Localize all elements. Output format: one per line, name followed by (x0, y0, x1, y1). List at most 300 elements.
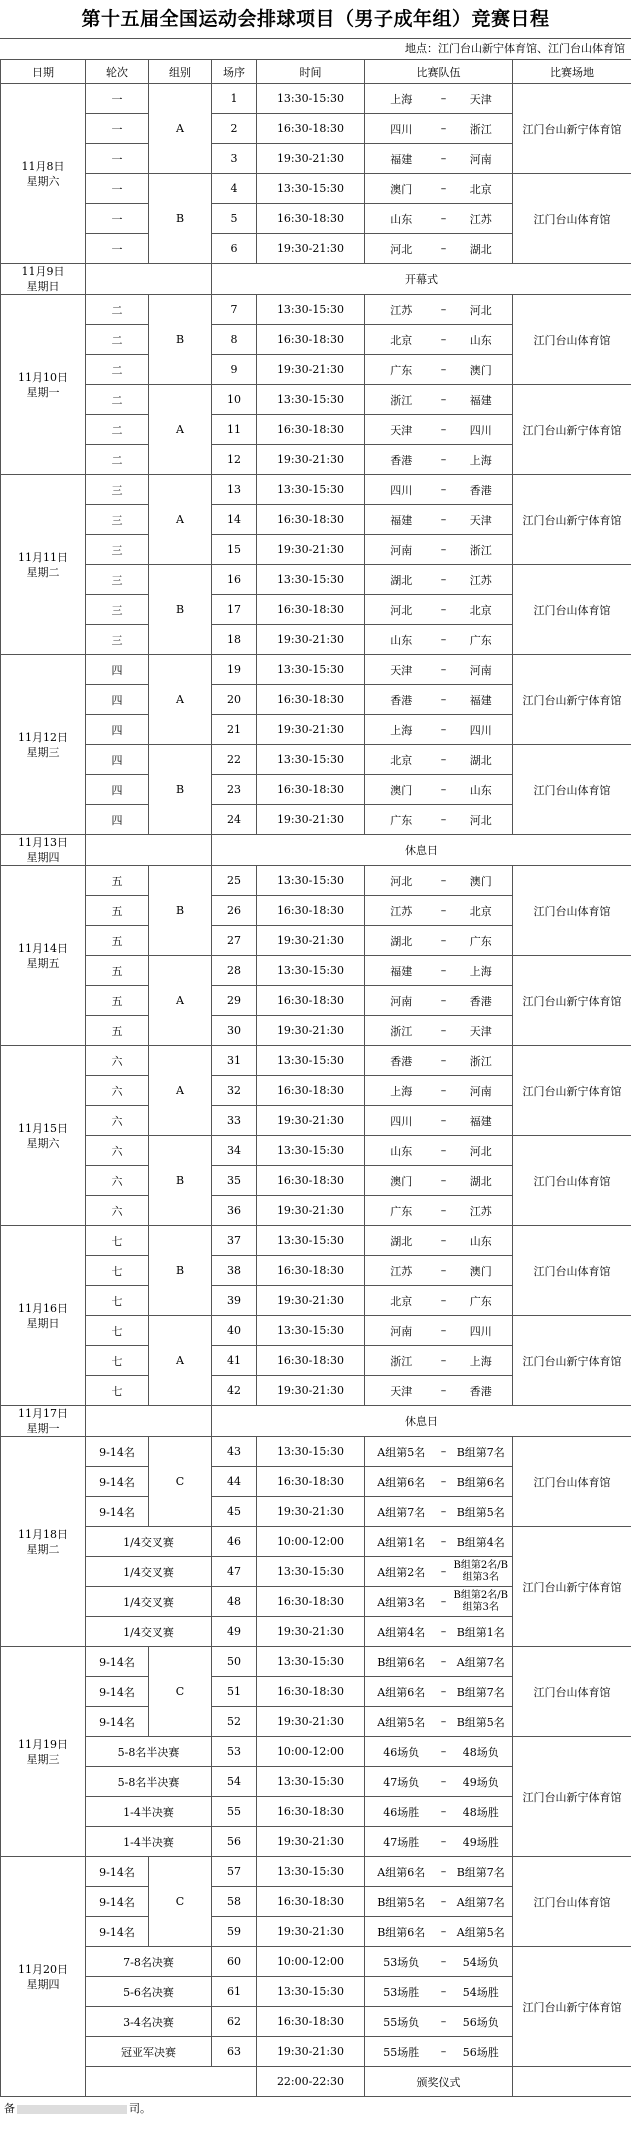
team-1: 福建 (365, 144, 438, 174)
date-label: 11月10日 (18, 370, 68, 384)
team-1: 湖北 (365, 1226, 438, 1256)
team-2: 48场胜 (450, 1797, 513, 1827)
team-2: B组第7名 (450, 1857, 513, 1887)
match-time: 16:30-18:30 (257, 415, 365, 445)
match-number: 58 (212, 1887, 257, 1917)
versus-dash: – (438, 1707, 450, 1737)
team-2: 山东 (450, 775, 513, 805)
round-cell: 1/4交叉赛 (86, 1587, 212, 1617)
team-2: A组第5名 (450, 1917, 513, 1947)
group-cell: A (149, 1046, 212, 1136)
round-cell: 三 (86, 565, 149, 595)
team-2: 山东 (450, 325, 513, 355)
team-2: 山东 (450, 1226, 513, 1256)
team-1: 福建 (365, 956, 438, 986)
group-cell: B (149, 565, 212, 655)
match-number: 46 (212, 1527, 257, 1557)
team-2: 湖北 (450, 234, 513, 264)
match-number: 4 (212, 174, 257, 204)
date-label: 11月17日 (18, 1407, 68, 1420)
venue-cell: 江门台山体育馆 (513, 565, 631, 655)
round-cell: 三 (86, 505, 149, 535)
empty-cell (86, 264, 212, 295)
round-cell: 9-14名 (86, 1707, 149, 1737)
weekday-label: 星期一 (26, 385, 60, 399)
weekday-label: 星期日 (26, 1316, 60, 1330)
versus-dash: – (438, 1617, 450, 1647)
venue-cell: 江门台山体育馆 (513, 1647, 631, 1737)
versus-dash: – (438, 625, 450, 655)
versus-dash: – (438, 415, 450, 445)
venue-cell: 江门台山新宁体育馆 (513, 1046, 631, 1136)
footer-redaction (17, 2105, 127, 2114)
date-cell (1, 1857, 86, 2097)
versus-dash: – (438, 204, 450, 234)
round-cell: 一 (86, 234, 149, 264)
match-number: 49 (212, 1617, 257, 1647)
versus-dash: – (438, 866, 450, 896)
team-1: 香港 (365, 685, 438, 715)
team-2: 福建 (450, 685, 513, 715)
header-teams: 比赛队伍 (365, 60, 513, 84)
match-time: 16:30-18:30 (257, 685, 365, 715)
header-row (1, 60, 631, 84)
group-cell: B (149, 174, 212, 264)
match-number: 20 (212, 685, 257, 715)
venue-cell: 江门台山体育馆 (513, 174, 631, 264)
venue-cell: 江门台山体育馆 (513, 745, 631, 835)
match-number: 6 (212, 234, 257, 264)
team-2: 河北 (450, 805, 513, 835)
team-1: 香港 (365, 1046, 438, 1076)
match-row (1, 174, 631, 204)
versus-dash: – (438, 144, 450, 174)
match-time: 19:30-21:30 (257, 1917, 365, 1947)
venue-cell: 江门台山新宁体育馆 (513, 84, 631, 174)
team-1: 河北 (365, 866, 438, 896)
match-row (1, 1316, 631, 1346)
match-number: 16 (212, 565, 257, 595)
team-2: 广东 (450, 1286, 513, 1316)
versus-dash: – (438, 1286, 450, 1316)
match-number: 25 (212, 866, 257, 896)
team-1: A组第3名 (365, 1587, 438, 1617)
date-label: 11月14日 (18, 941, 68, 955)
match-time: 19:30-21:30 (257, 926, 365, 956)
match-time: 16:30-18:30 (257, 595, 365, 625)
versus-dash: – (438, 1857, 450, 1887)
versus-dash: – (438, 1106, 450, 1136)
header-group: 组别 (149, 60, 212, 84)
venue-cell: 江门台山体育馆 (513, 1437, 631, 1527)
match-row (1, 745, 631, 775)
team-2: 浙江 (450, 535, 513, 565)
team-1: 江苏 (365, 295, 438, 325)
versus-dash: – (438, 1797, 450, 1827)
match-number: 17 (212, 595, 257, 625)
match-time: 16:30-18:30 (257, 986, 365, 1016)
team-1: 55场胜 (365, 2037, 438, 2067)
team-1: 河南 (365, 535, 438, 565)
team-1: 47场胜 (365, 1827, 438, 1857)
round-cell: 一 (86, 144, 149, 174)
team-1: 江苏 (365, 896, 438, 926)
team-2: 福建 (450, 1106, 513, 1136)
round-cell: 四 (86, 655, 149, 685)
match-time: 13:30-15:30 (257, 866, 365, 896)
round-cell: 四 (86, 805, 149, 835)
versus-dash: – (438, 1947, 450, 1977)
match-time: 19:30-21:30 (257, 535, 365, 565)
team-1: 河南 (365, 986, 438, 1016)
match-time: 13:30-15:30 (257, 385, 365, 415)
date-label: 11月13日 (18, 836, 68, 849)
date-cell (1, 1226, 86, 1406)
team-1: A组第2名 (365, 1557, 438, 1587)
match-number: 7 (212, 295, 257, 325)
versus-dash: – (438, 1557, 450, 1587)
versus-dash: – (438, 565, 450, 595)
match-time: 13:30-15:30 (257, 1767, 365, 1797)
team-2: B组第7名 (450, 1677, 513, 1707)
venue-cell: 江门台山新宁体育馆 (513, 1737, 631, 1857)
round-cell: 一 (86, 174, 149, 204)
date-label: 11月9日 (21, 265, 65, 278)
match-time: 13:30-15:30 (257, 1557, 365, 1587)
round-cell: 三 (86, 625, 149, 655)
match-time: 19:30-21:30 (257, 1707, 365, 1737)
team-1: 53场负 (365, 1947, 438, 1977)
team-1: 上海 (365, 715, 438, 745)
versus-dash: – (438, 1737, 450, 1767)
date-label: 11月19日 (18, 1737, 68, 1751)
team-1: 天津 (365, 1376, 438, 1406)
match-time: 13:30-15:30 (257, 174, 365, 204)
versus-dash: – (438, 1467, 450, 1497)
match-time: 16:30-18:30 (257, 1677, 365, 1707)
team-1: 北京 (365, 325, 438, 355)
match-number: 51 (212, 1677, 257, 1707)
team-2: 广东 (450, 926, 513, 956)
group-cell: C (149, 1437, 212, 1527)
match-time: 13:30-15:30 (257, 475, 365, 505)
versus-dash: – (438, 234, 450, 264)
match-number: 9 (212, 355, 257, 385)
round-cell: 五 (86, 926, 149, 956)
venue-cell: 江门台山体育馆 (513, 295, 631, 385)
group-cell: A (149, 385, 212, 475)
round-cell: 五 (86, 986, 149, 1016)
weekday-label: 星期四 (26, 851, 60, 864)
group-cell: B (149, 295, 212, 385)
group-cell: A (149, 475, 212, 565)
team-2: B组第2名/B组第3名 (450, 1587, 513, 1617)
team-1: 浙江 (365, 1016, 438, 1046)
match-time: 19:30-21:30 (257, 1827, 365, 1857)
match-number: 28 (212, 956, 257, 986)
team-2: 浙江 (450, 114, 513, 144)
match-time: 13:30-15:30 (257, 1046, 365, 1076)
match-number: 36 (212, 1196, 257, 1226)
date-cell (1, 866, 86, 1046)
round-cell: 9-14名 (86, 1677, 149, 1707)
round-cell: 冠亚军决赛 (86, 2037, 212, 2067)
match-number: 1 (212, 84, 257, 114)
weekday-label: 星期五 (26, 956, 60, 970)
team-1: A组第1名 (365, 1527, 438, 1557)
team-1: A组第4名 (365, 1617, 438, 1647)
day-note-row (1, 264, 631, 295)
match-time: 13:30-15:30 (257, 295, 365, 325)
versus-dash: – (438, 715, 450, 745)
team-1: 53场胜 (365, 1977, 438, 2007)
venue-cell: 江门台山体育馆 (513, 1136, 631, 1226)
versus-dash: – (438, 325, 450, 355)
round-cell: 一 (86, 114, 149, 144)
match-number: 14 (212, 505, 257, 535)
versus-dash: – (438, 535, 450, 565)
round-cell: 六 (86, 1046, 149, 1076)
match-number: 24 (212, 805, 257, 835)
round-cell: 六 (86, 1136, 149, 1166)
weekday-label: 星期二 (26, 565, 60, 579)
team-1: 四川 (365, 114, 438, 144)
round-cell: 5-6名决赛 (86, 1977, 212, 2007)
match-row (1, 565, 631, 595)
weekday-label: 星期二 (26, 1542, 60, 1556)
team-1: 河南 (365, 1316, 438, 1346)
venue-cell: 江门台山新宁体育馆 (513, 956, 631, 1046)
round-cell: 二 (86, 445, 149, 475)
match-number: 35 (212, 1166, 257, 1196)
match-time: 13:30-15:30 (257, 565, 365, 595)
team-2: 北京 (450, 595, 513, 625)
match-number: 11 (212, 415, 257, 445)
match-time: 19:30-21:30 (257, 715, 365, 745)
venue-cell: 江门台山新宁体育馆 (513, 1316, 631, 1406)
match-time: 13:30-15:30 (257, 956, 365, 986)
match-number: 19 (212, 655, 257, 685)
round-cell: 二 (86, 355, 149, 385)
versus-dash: – (438, 926, 450, 956)
match-time: 19:30-21:30 (257, 445, 365, 475)
versus-dash: – (438, 1046, 450, 1076)
versus-dash: – (438, 1346, 450, 1376)
team-2: 天津 (450, 84, 513, 114)
round-cell: 四 (86, 715, 149, 745)
match-number: 57 (212, 1857, 257, 1887)
empty-cell (513, 2067, 631, 2097)
date-cell (1, 475, 86, 655)
versus-dash: – (438, 1166, 450, 1196)
team-2: B组第5名 (450, 1707, 513, 1737)
team-2: 四川 (450, 715, 513, 745)
match-time: 10:00-12:00 (257, 1527, 365, 1557)
match-number: 5 (212, 204, 257, 234)
round-cell: 三 (86, 595, 149, 625)
match-number: 42 (212, 1376, 257, 1406)
group-cell: B (149, 1226, 212, 1316)
round-cell: 五 (86, 956, 149, 986)
ceremony-label: 颁奖仪式 (365, 2067, 513, 2097)
round-cell: 七 (86, 1346, 149, 1376)
versus-dash: – (438, 355, 450, 385)
versus-dash: – (438, 1076, 450, 1106)
team-2: B组第2名/B组第3名 (450, 1557, 513, 1587)
team-2: 天津 (450, 1016, 513, 1046)
round-cell: 5-8名半决赛 (86, 1767, 212, 1797)
empty-cell (86, 2067, 257, 2097)
round-cell: 9-14名 (86, 1437, 149, 1467)
match-time: 13:30-15:30 (257, 1647, 365, 1677)
team-2: 49场负 (450, 1767, 513, 1797)
team-1: 湖北 (365, 926, 438, 956)
round-cell: 六 (86, 1076, 149, 1106)
match-number: 56 (212, 1827, 257, 1857)
match-number: 60 (212, 1947, 257, 1977)
team-2: 香港 (450, 986, 513, 1016)
round-cell: 1/4交叉赛 (86, 1557, 212, 1587)
match-number: 8 (212, 325, 257, 355)
team-1: 四川 (365, 1106, 438, 1136)
round-cell: 7-8名决赛 (86, 1947, 212, 1977)
team-2: 广东 (450, 625, 513, 655)
match-time: 19:30-21:30 (257, 1497, 365, 1527)
match-row (1, 1947, 631, 1977)
match-time: 16:30-18:30 (257, 1467, 365, 1497)
team-2: 江苏 (450, 1196, 513, 1226)
team-2: 澳门 (450, 1256, 513, 1286)
round-cell: 六 (86, 1106, 149, 1136)
match-time: 16:30-18:30 (257, 1797, 365, 1827)
group-cell: A (149, 84, 212, 174)
team-1: 北京 (365, 745, 438, 775)
team-1: A组第5名 (365, 1437, 438, 1467)
match-row (1, 1046, 631, 1076)
versus-dash: – (438, 1256, 450, 1286)
venue-cell: 江门台山新宁体育馆 (513, 385, 631, 475)
team-2: 54场负 (450, 1947, 513, 1977)
group-cell: A (149, 956, 212, 1046)
empty-cell (86, 835, 212, 866)
match-number: 2 (212, 114, 257, 144)
match-time: 19:30-21:30 (257, 144, 365, 174)
match-time: 19:30-21:30 (257, 1617, 365, 1647)
day-note: 开幕式 (212, 264, 631, 295)
team-2: 上海 (450, 956, 513, 986)
team-1: B组第5名 (365, 1887, 438, 1917)
team-1: 山东 (365, 1136, 438, 1166)
match-number: 37 (212, 1226, 257, 1256)
team-1: 香港 (365, 445, 438, 475)
match-time: 13:30-15:30 (257, 655, 365, 685)
group-cell: C (149, 1857, 212, 1947)
match-time: 13:30-15:30 (257, 1226, 365, 1256)
match-number: 44 (212, 1467, 257, 1497)
versus-dash: – (438, 745, 450, 775)
venue-cell: 江门台山体育馆 (513, 1226, 631, 1316)
round-cell: 9-14名 (86, 1857, 149, 1887)
match-number: 21 (212, 715, 257, 745)
match-row (1, 475, 631, 505)
match-time: 13:30-15:30 (257, 1437, 365, 1467)
round-cell: 二 (86, 325, 149, 355)
match-time: 19:30-21:30 (257, 1016, 365, 1046)
round-cell: 9-14名 (86, 1647, 149, 1677)
match-number: 33 (212, 1106, 257, 1136)
team-2: 湖北 (450, 1166, 513, 1196)
round-cell: 1-4半决赛 (86, 1797, 212, 1827)
match-time: 16:30-18:30 (257, 1076, 365, 1106)
team-1: 天津 (365, 415, 438, 445)
round-cell: 9-14名 (86, 1917, 149, 1947)
match-time: 16:30-18:30 (257, 325, 365, 355)
team-2: 54场胜 (450, 1977, 513, 2007)
round-cell: 七 (86, 1256, 149, 1286)
team-2: 河北 (450, 1136, 513, 1166)
round-cell: 1/4交叉赛 (86, 1617, 212, 1647)
round-cell: 五 (86, 896, 149, 926)
versus-dash: – (438, 1376, 450, 1406)
match-time: 13:30-15:30 (257, 1977, 365, 2007)
group-cell: A (149, 655, 212, 745)
round-cell: 七 (86, 1376, 149, 1406)
match-number: 32 (212, 1076, 257, 1106)
round-cell: 9-14名 (86, 1887, 149, 1917)
team-1: A组第6名 (365, 1467, 438, 1497)
versus-dash: – (438, 1196, 450, 1226)
match-number: 27 (212, 926, 257, 956)
team-2: 澳门 (450, 866, 513, 896)
venue-cell: 江门台山体育馆 (513, 1857, 631, 1947)
versus-dash: – (438, 1647, 450, 1677)
versus-dash: – (438, 1977, 450, 2007)
team-1: 山东 (365, 625, 438, 655)
match-time: 19:30-21:30 (257, 355, 365, 385)
match-number: 34 (212, 1136, 257, 1166)
weekday-label: 星期六 (26, 174, 60, 188)
team-1: 55场负 (365, 2007, 438, 2037)
match-time: 19:30-21:30 (257, 1286, 365, 1316)
team-1: 澳门 (365, 775, 438, 805)
weekday-label: 星期六 (26, 1136, 60, 1150)
versus-dash: – (438, 475, 450, 505)
ceremony-time: 22:00-22:30 (257, 2067, 365, 2097)
day-note: 休息日 (212, 1406, 631, 1437)
versus-dash: – (438, 1497, 450, 1527)
match-number: 41 (212, 1346, 257, 1376)
team-1: 上海 (365, 84, 438, 114)
match-time: 16:30-18:30 (257, 1256, 365, 1286)
match-number: 22 (212, 745, 257, 775)
match-number: 23 (212, 775, 257, 805)
versus-dash: – (438, 2037, 450, 2067)
team-2: 天津 (450, 505, 513, 535)
venue-cell: 江门台山新宁体育馆 (513, 655, 631, 745)
match-time: 10:00-12:00 (257, 1947, 365, 1977)
match-number: 3 (212, 144, 257, 174)
round-cell: 五 (86, 1016, 149, 1046)
match-row (1, 1437, 631, 1467)
versus-dash: – (438, 1827, 450, 1857)
team-2: 浙江 (450, 1046, 513, 1076)
round-cell: 5-8名半决赛 (86, 1737, 212, 1767)
team-1: 上海 (365, 1076, 438, 1106)
team-2: 北京 (450, 174, 513, 204)
versus-dash: – (438, 1587, 450, 1617)
team-2: 香港 (450, 1376, 513, 1406)
versus-dash: – (438, 1527, 450, 1557)
